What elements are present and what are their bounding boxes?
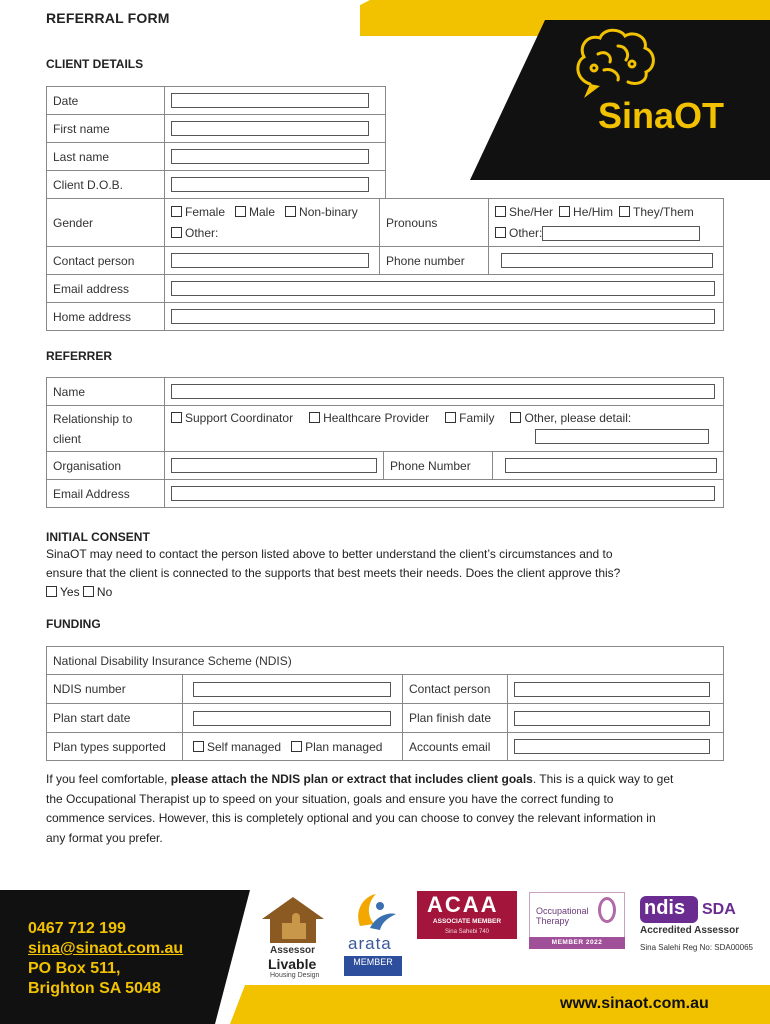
livable-line3: Housing Design xyxy=(270,972,320,979)
referrer-table xyxy=(46,377,724,508)
logo-text: SinaOT xyxy=(598,95,725,136)
email-address-field[interactable] xyxy=(171,281,715,296)
acaa-subtitle: ASSOCIATE MEMBER xyxy=(432,918,502,925)
ota-title: Occupational Therapy xyxy=(536,906,589,926)
ndis-number-label: NDIS number xyxy=(47,675,183,704)
ota-swirl-icon xyxy=(598,897,616,923)
brain-icon xyxy=(570,24,660,99)
ndis-reg-number: Sina Salehi Reg No: SDA00065 xyxy=(640,943,753,952)
she-her-checkbox[interactable] xyxy=(495,206,506,217)
arata-icon xyxy=(350,890,400,932)
funding-contact-field[interactable] xyxy=(514,682,710,697)
male-checkbox[interactable] xyxy=(235,206,246,217)
last-name-label: Last name xyxy=(47,143,165,171)
consent-yes-label: Yes xyxy=(60,585,80,599)
contact-person-label: Contact person xyxy=(47,247,165,275)
contact-person-field[interactable] xyxy=(171,253,369,268)
accounts-email-field[interactable] xyxy=(514,739,710,754)
ndis-number-field[interactable] xyxy=(193,682,391,697)
relationship-label: Relationship to client xyxy=(47,406,165,452)
referrer-section-heading: REFERRER xyxy=(46,349,113,363)
acaa-title: ACAA xyxy=(427,892,499,917)
footer-email[interactable]: sina@sinaot.com.au xyxy=(28,940,184,957)
first-name-label: First name xyxy=(47,115,165,143)
consent-text: SinaOT may need to contact the person listed above to better understand the client’s circumstances and to ensure that the client is connected to the supports that best meets their needs. Does the client approve this? Yes No xyxy=(46,547,621,599)
consent-yes-checkbox[interactable] xyxy=(46,586,57,597)
email-address-label: Email address xyxy=(47,275,165,303)
plan-start-label: Plan start date xyxy=(47,704,183,733)
nonbinary-checkbox[interactable] xyxy=(285,206,296,217)
relationship-other-field[interactable] xyxy=(535,429,709,444)
he-him-checkbox[interactable] xyxy=(559,206,570,217)
funding-section-heading: FUNDING xyxy=(46,617,101,631)
funding-contact-label: Contact person xyxy=(403,675,508,704)
arata-member-badge: MEMBER xyxy=(344,956,402,976)
family-label: Family xyxy=(459,411,495,425)
organisation-label: Organisation xyxy=(47,452,165,480)
date-label: Date xyxy=(47,87,165,115)
gender-other-label: Other: xyxy=(185,225,219,240)
dob-field[interactable] xyxy=(171,177,369,192)
client-table-bottom xyxy=(46,198,724,331)
livable-line1: Assessor xyxy=(270,945,316,956)
accounts-email-label: Accounts email xyxy=(403,733,508,761)
consent-no-label: No xyxy=(96,585,113,599)
referrer-name-field[interactable] xyxy=(171,384,715,399)
ndis-title: ndis xyxy=(644,897,686,919)
she-her-label: She/Her xyxy=(509,204,554,219)
male-label: Male xyxy=(249,204,276,219)
female-label: Female xyxy=(185,204,226,219)
arata-name: arata xyxy=(348,934,392,953)
plan-note: If you feel comfortable, please attach the NDIS plan or extract that includes client goals. This is a quick way to get the Occupational Therapist up to speed on your situation, goals and ensure you have the correct funding to commence services. However, this is completely optional and you can choose to convey the relevant information in any format you prefer. xyxy=(46,772,674,845)
consent-section-heading: INITIAL CONSENT xyxy=(46,530,150,544)
pronoun-other-field[interactable] xyxy=(542,226,700,241)
referrer-email-label: Email Address xyxy=(47,480,165,508)
consent-no-checkbox[interactable] xyxy=(83,586,94,597)
dob-label: Client D.O.B. xyxy=(47,171,165,199)
footer-suburb: Brighton SA 5048 xyxy=(28,980,161,997)
gender-other-checkbox[interactable] xyxy=(171,227,182,238)
footer-phone[interactable]: 0467 712 199 xyxy=(28,920,126,937)
support-coordinator-checkbox[interactable] xyxy=(171,412,182,423)
plan-finish-field[interactable] xyxy=(514,711,710,726)
plan-finish-label: Plan finish date xyxy=(403,704,508,733)
they-them-label: They/Them xyxy=(633,204,694,219)
nonbinary-label: Non-binary xyxy=(299,204,358,219)
funding-table xyxy=(46,646,724,761)
healthcare-provider-label: Healthcare Provider xyxy=(323,411,430,425)
home-address-field[interactable] xyxy=(171,309,715,324)
referrer-phone-label: Phone Number xyxy=(384,452,493,480)
healthcare-provider-checkbox[interactable] xyxy=(309,412,320,423)
pronouns-label: Pronouns xyxy=(380,199,489,247)
acaa-member-name: Sina Sahebi 740 xyxy=(444,929,490,935)
footer-po-box: PO Box 511, xyxy=(28,960,121,977)
they-them-checkbox[interactable] xyxy=(619,206,630,217)
referrer-phone-field[interactable] xyxy=(505,458,717,473)
ndis-accredited: Accredited Assessor xyxy=(640,925,740,936)
referrer-email-field[interactable] xyxy=(171,486,715,501)
first-name-field[interactable] xyxy=(171,121,369,136)
client-section-heading: CLIENT DETAILS xyxy=(46,57,144,71)
female-checkbox[interactable] xyxy=(171,206,182,217)
ota-member-badge: MEMBER 2022 xyxy=(529,937,625,949)
last-name-field[interactable] xyxy=(171,149,369,164)
phone-number-field[interactable] xyxy=(501,253,713,268)
he-him-label: He/Him xyxy=(573,204,614,219)
client-table-top xyxy=(46,86,386,199)
self-managed-checkbox[interactable] xyxy=(193,741,204,752)
website-link[interactable]: www.sinaot.com.au xyxy=(560,995,709,1012)
plan-start-field[interactable] xyxy=(193,711,391,726)
livable-housing-logo xyxy=(258,893,328,945)
plan-types-label: Plan types supported xyxy=(47,733,183,761)
ndis-sda-text: SDA xyxy=(702,901,736,918)
family-checkbox[interactable] xyxy=(445,412,456,423)
support-coordinator-label: Support Coordinator xyxy=(185,411,294,425)
referrer-name-label: Name xyxy=(47,378,165,406)
relationship-other-checkbox[interactable] xyxy=(510,412,521,423)
plan-managed-label: Plan managed xyxy=(305,739,383,754)
date-field[interactable] xyxy=(171,93,369,108)
ndis-header: National Disability Insurance Scheme (NDIS) xyxy=(47,647,724,675)
page-title: REFERRAL FORM xyxy=(46,10,170,26)
gender-label: Gender xyxy=(47,199,165,247)
pronoun-other-label: Other: xyxy=(509,225,543,240)
home-address-label: Home address xyxy=(47,303,165,331)
pronoun-other-checkbox[interactable] xyxy=(495,227,506,238)
plan-managed-checkbox[interactable] xyxy=(291,741,302,752)
relationship-other-label: Other, please detail: xyxy=(524,411,632,425)
livable-line2: Livable xyxy=(268,956,317,972)
self-managed-label: Self managed xyxy=(207,739,282,754)
organisation-field[interactable] xyxy=(171,458,377,473)
phone-number-label: Phone number xyxy=(380,247,489,275)
